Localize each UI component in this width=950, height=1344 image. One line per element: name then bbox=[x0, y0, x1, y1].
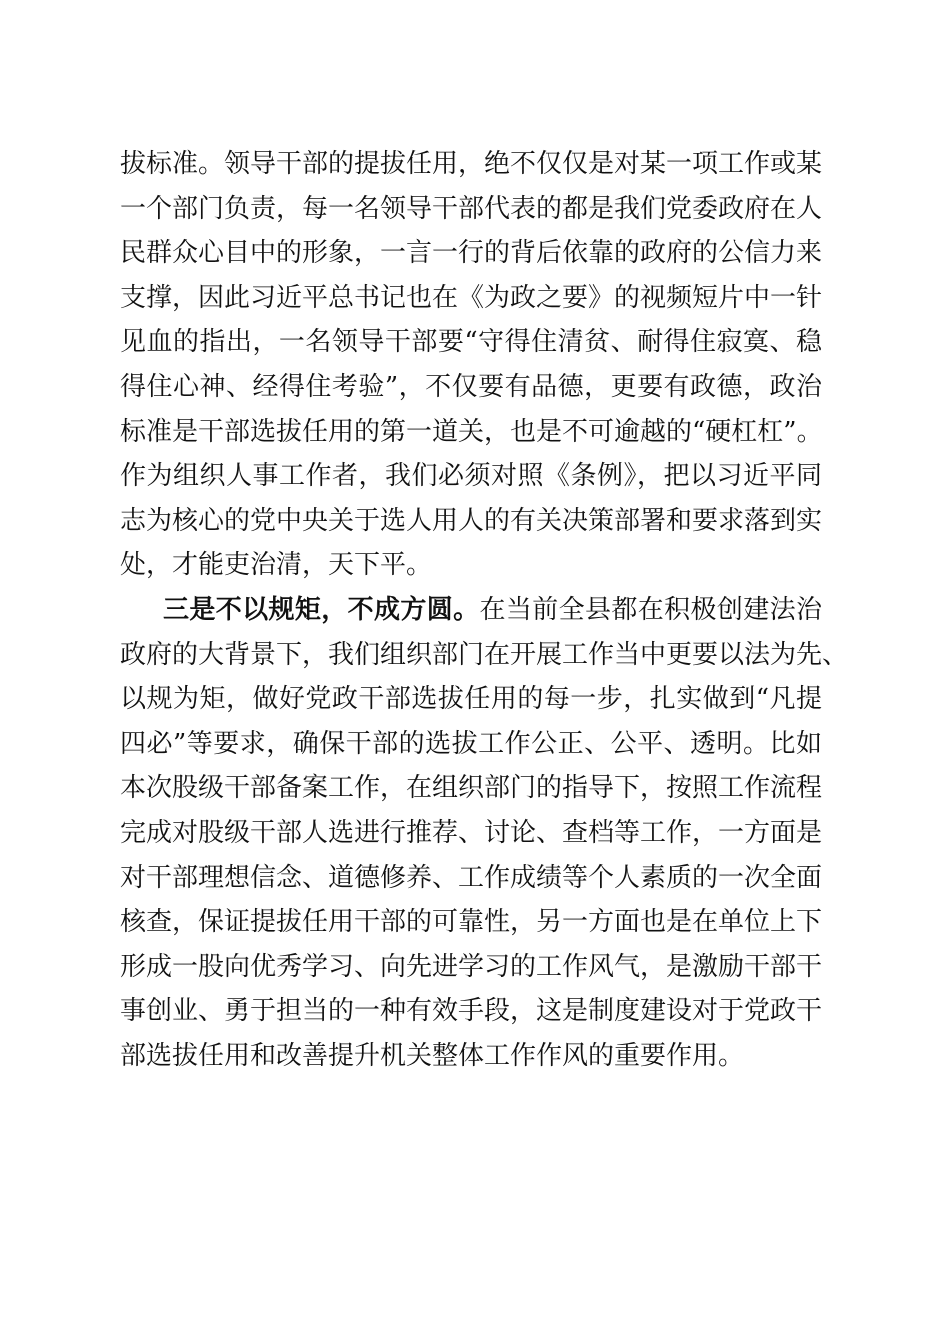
text-line: 形成一股向优秀学习、向先进学习的工作风气，是激励干部干 bbox=[120, 951, 823, 982]
document-page bbox=[120, 142, 849, 1078]
text-line: 支撑，因此习近平总书记也在《为政之要》的视频短片中一针 bbox=[120, 282, 823, 313]
text-line: 完成对股级干部人选进行推荐、讨论、查档等工作，一方面是 bbox=[120, 817, 823, 848]
text-line: 作为组织人事工作者，我们必须对照《条例》，把以习近平同 bbox=[120, 461, 822, 492]
text-line: 以规为矩，做好党政干部选拔任用的每一步，扎实做到“凡提 bbox=[120, 684, 822, 715]
text-line: 一个部门负责，每一名领导干部代表的都是我们党委政府在人 bbox=[120, 193, 823, 224]
paragraph-political-standard bbox=[120, 142, 822, 588]
text-line: 民群众心目中的形象，一言一行的背后依靠的政府的公信力来 bbox=[120, 238, 823, 269]
text-line: 对干部理想信念、道德修养、工作成绩等个人素质的一次全面 bbox=[120, 862, 823, 893]
text-line: 标准是干部选拔任用的第一道关，也是不可逾越的“硬杠杠”。 bbox=[120, 416, 823, 447]
text-line: 拔标准。领导干部的提拔任用，绝不仅仅是对某一项工作或某 bbox=[120, 149, 823, 179]
text-line: 得住心神、经得住考验”，不仅要有品德，更要有政德，政治 bbox=[120, 371, 822, 402]
text-line: 四必”等要求，确保干部的选拔工作公正、公平、透明。比如 bbox=[120, 728, 822, 759]
text-line: 志为核心的党中央关于选人用人的有关决策部署和要求落到实 bbox=[120, 505, 823, 536]
text-line: 事创业、勇于担当的一种有效手段，这是制度建设对于党政干 bbox=[120, 996, 823, 1027]
text-line: 处，才能吏治清，天下平。 bbox=[120, 550, 433, 581]
text-line: 核查，保证提拔任用干部的可靠性，另一方面也是在单位上下 bbox=[120, 907, 823, 938]
text-line: 部选拔任用和改善提升机关整体工作作风的重要作用。 bbox=[120, 1040, 745, 1071]
text-line bbox=[120, 588, 822, 633]
paragraph-rules bbox=[120, 588, 849, 1079]
paragraph-heading: 三是不以规矩，不成方圆。 bbox=[163, 594, 480, 625]
text-line: 政府的大背景下，我们组织部门在开展工作当中更要以法为先、 bbox=[120, 639, 849, 670]
text-line: 本次股级干部备案工作，在组织部门的指导下，按照工作流程 bbox=[120, 773, 823, 804]
text-span: 在当前全县都在积极创建法治 bbox=[479, 594, 822, 625]
text-line: 见血的指出，一名领导干部要“守得住清贫、耐得住寂寞、稳 bbox=[120, 327, 822, 358]
